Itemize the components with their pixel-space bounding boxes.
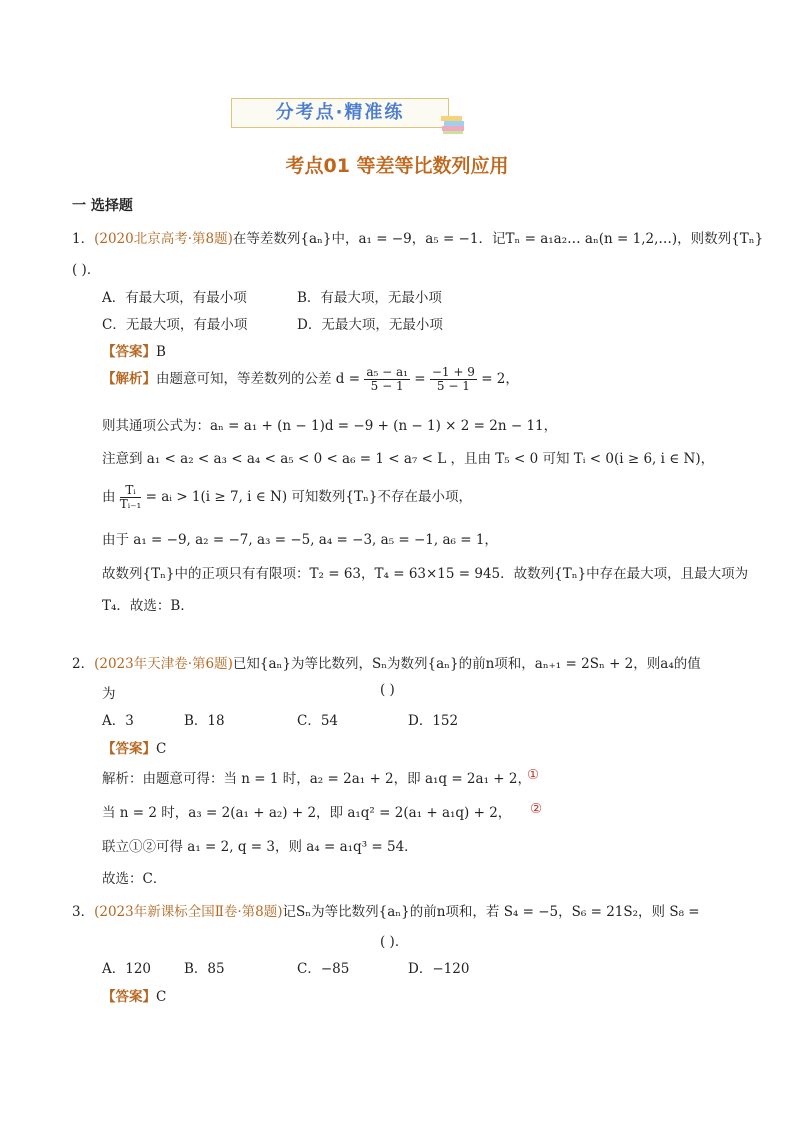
question-text: 已知{aₙ}为等比数列，Sₙ为数列{aₙ}的前n项和，aₙ₊₁ = 2Sₙ + 2，则a₄的值 (232, 656, 701, 672)
analysis-text: = 2， (481, 371, 519, 387)
question-1-analysis-line-2: 则其通项公式为：aₙ = a₁ + (n − 1)d = −9 + (n − 1) × 2 = 2n − 11， (102, 418, 558, 434)
answer-label: 【答案】 (102, 344, 156, 360)
analysis-label: 【解析】 (102, 371, 156, 387)
analysis-text: 由题意可知，等差数列的公差 d = (156, 371, 361, 387)
question-1-paren: ( )． (72, 262, 101, 278)
question-3-stem (72, 900, 700, 920)
fraction-numerator: a₅ − a₁ (366, 365, 408, 379)
question-1-analysis-line-6: 故数列{Tₙ}中的正项只有有限项：T₂ = 63，T₄ = 63×15 = 945．故数列{Tₙ}中存在最大项，且最大项为 (102, 566, 749, 582)
question-source: (2020北京高考·第8题) (94, 231, 233, 247)
fraction-numerator: Tᵢ (120, 484, 142, 498)
question-2-answer (102, 737, 166, 757)
question-2-stem-cont: 为 (102, 686, 116, 702)
question-2-analysis-line-2: 当 n = 2 时，a₃ = 2(a₁ + a₂) + 2，即 a₁q² = 2(a₁ + a₁q) + 2， (102, 805, 512, 821)
answer-value: C (156, 741, 167, 757)
answer-label: 【答案】 (102, 989, 156, 1005)
question-3-paren: ( )． (380, 934, 409, 950)
question-2-analysis-line-3: 联立①②可得 a₁ = 2, q = 3，则 a₄ = a₁q³ = 54． (102, 839, 418, 855)
question-2-analysis-line-4: 故选：C． (102, 871, 167, 887)
option-d: D．152 (408, 713, 459, 729)
fraction-denominator: 5 − 1 (370, 379, 404, 393)
section-banner: 分考点·精准练 (231, 98, 449, 128)
fraction-3 (120, 484, 142, 511)
question-1-answer (102, 340, 166, 360)
page-title: 考点01 等差等比数列应用 (285, 155, 509, 177)
fraction-denominator: Tᵢ₋₁ (119, 497, 142, 511)
fraction-denominator: 5 − 1 (436, 379, 470, 393)
option-a: A．3 (102, 713, 134, 729)
analysis-text: = aᵢ > 1(i ≥ 7, i ∈ N) 可知数列{Tₙ}不存在最小项， (145, 489, 472, 505)
question-1-analysis-line-5: 由于 a₁ = −9, a₂ = −7, a₃ = −5, a₄ = −3, a₅ = −1, a₆ = 1， (102, 532, 498, 548)
circled-two-mark: ② (530, 801, 543, 817)
option-d: D．−120 (408, 961, 470, 977)
question-text: 在等差数列{aₙ}中，a₁ = −9，a₅ = −1．记Tₙ = a₁a₂… aₙ(n = 1,2,…)，则数列{Tₙ} (232, 231, 764, 247)
option-c: C．−85 (297, 961, 350, 977)
section-heading: 一 选择题 (72, 198, 133, 214)
question-2-analysis-line-1: 解析：由题意可得：当 n = 1 时，a₂ = 2a₁ + 2，即 a₁q = 2a₁ + 2， (102, 771, 531, 787)
fraction-2 (430, 366, 477, 393)
question-number: 3． (72, 904, 95, 920)
question-1-stem (72, 227, 763, 247)
question-1-analysis-line-3: 注意到 a₁ < a₂ < a₃ < a₄ < a₅ < 0 < a₆ = 1 < a₇ < L ，且由 T₅ < 0 可知 Tᵢ < 0(i ≥ 6, i ∈ N)， (102, 451, 715, 467)
question-source: (2023年天津卷·第6题) (94, 656, 233, 672)
option-c: C．无最大项，有最小项 (102, 317, 248, 333)
question-1-analysis-line-7: T₄．故选：B． (102, 598, 194, 614)
question-number: 1． (72, 231, 95, 247)
books-icon (440, 112, 466, 136)
analysis-text: 由 (102, 489, 116, 505)
option-a: A．120 (102, 961, 152, 977)
answer-value: C (156, 989, 167, 1005)
answer-value: B (156, 344, 166, 360)
question-2-paren: ( ) (380, 682, 395, 698)
question-text: 记Sₙ为等比数列{aₙ}的前n项和，若 S₄ = −5，S₆ = 21S₂，则 S₈ = (282, 904, 700, 920)
answer-label: 【答案】 (102, 741, 156, 757)
circled-one-mark: ① (527, 767, 540, 783)
option-b: B．有最大项，无最小项 (297, 290, 442, 306)
option-d: D．无最大项，无最小项 (297, 317, 443, 333)
option-b: B．85 (184, 961, 225, 977)
question-source: (2023年新课标全国Ⅱ卷·第8题) (94, 904, 283, 920)
option-b: B．18 (184, 713, 225, 729)
fraction-1 (364, 366, 410, 393)
option-c: C．54 (297, 713, 339, 729)
question-3-answer (102, 985, 166, 1005)
option-a: A．有最大项，有最小项 (102, 290, 247, 306)
question-2-stem (72, 652, 701, 672)
question-1-analysis-line-1: 【解析】由题意可知，等差数列的公差 d = $\frac{\text{a₅ − a₁}}{5 - 1}$ = $\frac{-1 + 9}{5 - 1}$ = 2， (102, 365, 519, 393)
question-1-analysis-line-4 (102, 484, 472, 511)
question-number: 2． (72, 656, 95, 672)
fraction-numerator: −1 + 9 (431, 365, 475, 379)
